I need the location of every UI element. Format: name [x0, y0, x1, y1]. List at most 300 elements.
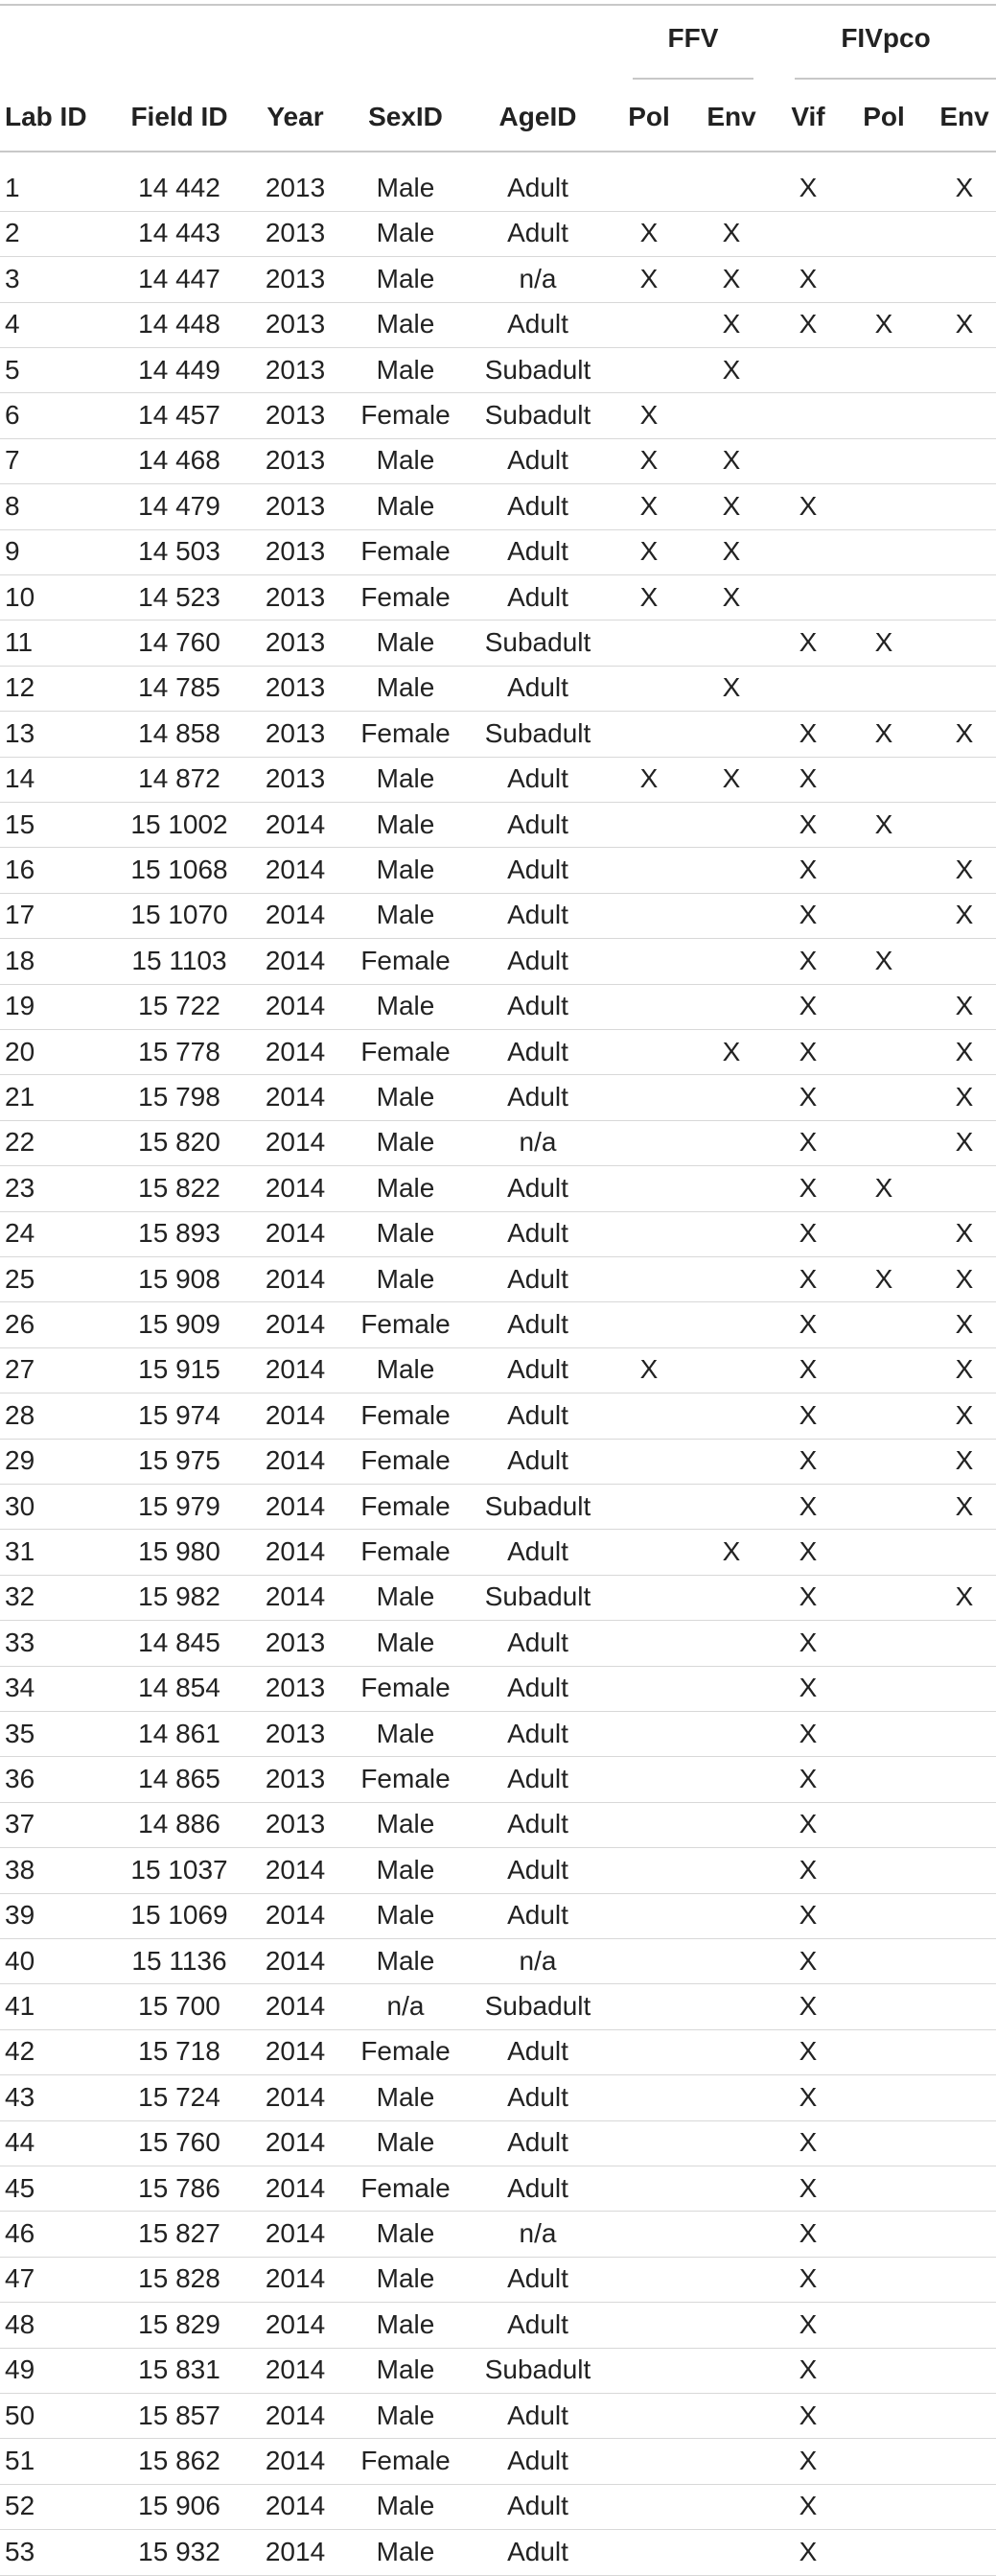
lab-id-cell: 14: [5, 763, 35, 794]
age-id-cell: Subadult: [484, 1581, 591, 1612]
lab-id-cell: 53: [5, 2536, 35, 2566]
year-cell: 2013: [265, 763, 326, 794]
fiv-env-cell: X: [955, 900, 974, 930]
lab-id-cell: 17: [5, 900, 35, 930]
fiv-pol-cell: X: [874, 309, 893, 340]
year-cell: 2013: [265, 445, 326, 476]
sex-id-cell: Male: [376, 808, 435, 839]
fiv-vif-cell: X: [799, 1900, 818, 1931]
row-divider: [0, 802, 996, 803]
row-divider: [0, 211, 996, 212]
sex-id-cell: Female: [360, 1445, 451, 1476]
year-cell: 2014: [265, 2081, 326, 2112]
fiv-vif-cell: X: [799, 1627, 818, 1657]
lab-id-cell: 6: [5, 400, 20, 430]
age-id-cell: Adult: [507, 2036, 568, 2067]
field-id-cell: 14 468: [138, 445, 220, 476]
lab-id-cell: 24: [5, 1218, 35, 1249]
sex-id-cell: Male: [376, 445, 435, 476]
year-cell: 2014: [265, 2400, 326, 2430]
fiv-vif-cell: X: [799, 173, 818, 202]
age-id-cell: Adult: [507, 945, 568, 975]
year-cell: 2014: [265, 2354, 326, 2385]
lab-id-cell: 36: [5, 1764, 35, 1793]
year-cell: 2014: [265, 991, 326, 1021]
sex-id-cell: Male: [376, 991, 435, 1021]
year-cell: 2013: [265, 1673, 326, 1703]
age-id-cell: Adult: [507, 1764, 568, 1793]
ffv-env-cell: X: [722, 354, 741, 385]
row-divider: [0, 2438, 996, 2439]
column-header-fiv-pol: Pol: [863, 102, 905, 131]
row-divider: [0, 1620, 996, 1621]
column-header-ffv-env: Env: [706, 102, 756, 131]
year-cell: 2014: [265, 2308, 326, 2339]
lab-id-cell: 46: [5, 2218, 35, 2248]
age-id-cell: Adult: [507, 536, 568, 567]
year-cell: 2014: [265, 808, 326, 839]
ffv-env-cell: X: [722, 263, 741, 293]
fiv-vif-cell: X: [799, 1082, 818, 1112]
table-top-rule: [0, 4, 996, 6]
fiv-vif-cell: X: [799, 1490, 818, 1521]
fiv-vif-cell: X: [799, 2354, 818, 2385]
column-header-field-id: Field ID: [130, 102, 228, 131]
fiv-env-cell: X: [955, 173, 974, 202]
field-id-cell: 15 778: [138, 1036, 220, 1066]
fiv-vif-cell: X: [799, 2263, 818, 2294]
row-divider: [0, 2029, 996, 2030]
age-id-cell: Subadult: [484, 1991, 591, 2021]
group-header-ffv: FFV: [667, 23, 719, 53]
lab-id-cell: 8: [5, 490, 20, 521]
fiv-env-cell: X: [955, 991, 974, 1021]
row-divider: [0, 2393, 996, 2394]
sex-id-cell: Male: [376, 1718, 435, 1748]
field-id-cell: 15 974: [138, 1399, 220, 1430]
field-id-cell: 14 448: [138, 309, 220, 340]
lab-id-cell: 27: [5, 1354, 35, 1385]
field-id-cell: 14 523: [138, 581, 220, 612]
column-header-age-id: AgeID: [498, 102, 577, 131]
fiv-env-cell: X: [955, 1399, 974, 1430]
fiv-env-cell: X: [955, 1036, 974, 1066]
row-divider: [0, 938, 996, 939]
age-id-cell: Adult: [507, 2081, 568, 2112]
fiv-vif-cell: X: [799, 855, 818, 884]
fiv-vif-cell: X: [799, 2172, 818, 2203]
year-cell: 2013: [265, 1764, 326, 1793]
row-divider: [0, 2211, 996, 2212]
age-id-cell: Adult: [507, 581, 568, 612]
age-id-cell: Adult: [507, 1673, 568, 1703]
sex-id-cell: Male: [376, 2354, 435, 2385]
sex-id-cell: Male: [376, 1945, 435, 1976]
age-id-cell: Adult: [507, 218, 568, 248]
row-divider: [0, 1256, 996, 1257]
fiv-env-cell: X: [955, 1218, 974, 1249]
ffv-env-cell: X: [722, 490, 741, 521]
row-divider: [0, 2484, 996, 2485]
field-id-cell: 15 822: [138, 1172, 220, 1203]
lab-id-cell: 37: [5, 1809, 35, 1839]
row-divider: [0, 1029, 996, 1030]
year-cell: 2013: [265, 490, 326, 521]
year-cell: 2013: [265, 1809, 326, 1839]
field-id-cell: 15 718: [138, 2036, 220, 2067]
age-id-cell: Adult: [507, 2446, 568, 2475]
fiv-vif-cell: X: [799, 2491, 818, 2521]
age-id-cell: Subadult: [484, 2354, 591, 2385]
field-id-cell: 14 447: [138, 263, 220, 293]
year-cell: 2014: [265, 2218, 326, 2248]
age-id-cell: Adult: [507, 672, 568, 703]
field-id-cell: 14 785: [138, 672, 220, 703]
lab-id-cell: 31: [5, 1536, 35, 1566]
fiv-vif-cell: X: [799, 717, 818, 748]
year-cell: 2013: [265, 627, 326, 657]
sex-id-cell: Female: [360, 2172, 451, 2203]
sex-id-cell: Male: [376, 1809, 435, 1839]
field-id-cell: 15 1002: [130, 808, 228, 839]
header-bottom-rule: [0, 151, 996, 152]
year-cell: 2013: [265, 400, 326, 430]
field-id-cell: 14 443: [138, 218, 220, 248]
row-divider: [0, 483, 996, 484]
fiv-vif-cell: X: [799, 2446, 818, 2475]
fiv-vif-cell: X: [799, 2036, 818, 2067]
year-cell: 2014: [265, 1082, 326, 1112]
row-divider: [0, 2302, 996, 2303]
lab-id-cell: 50: [5, 2400, 35, 2430]
row-divider: [0, 2120, 996, 2121]
row-divider: [0, 1211, 996, 1212]
lab-id-cell: 44: [5, 2127, 35, 2158]
row-divider: [0, 2575, 996, 2576]
field-id-cell: 15 979: [138, 1490, 220, 1521]
fiv-env-cell: X: [955, 1490, 974, 1521]
age-id-cell: Adult: [507, 1627, 568, 1657]
field-id-cell: 15 820: [138, 1127, 220, 1158]
lab-id-cell: 28: [5, 1399, 35, 1430]
fiv-env-cell: X: [955, 855, 974, 884]
field-id-cell: 14 858: [138, 717, 220, 748]
age-id-cell: Adult: [507, 2491, 568, 2521]
field-id-cell: 15 786: [138, 2172, 220, 2203]
year-cell: 2013: [265, 1627, 326, 1657]
year-cell: 2013: [265, 354, 326, 385]
age-id-cell: Adult: [507, 309, 568, 340]
fiv-vif-cell: X: [799, 1809, 818, 1839]
fiv-vif-cell: X: [799, 2127, 818, 2158]
field-id-cell: 15 909: [138, 1309, 220, 1339]
year-cell: 2014: [265, 1263, 326, 1294]
sex-id-cell: Male: [376, 2263, 435, 2294]
sex-id-cell: Male: [376, 2308, 435, 2339]
year-cell: 2014: [265, 1354, 326, 1385]
age-id-cell: Adult: [507, 1718, 568, 1748]
row-divider: [0, 1802, 996, 1803]
fiv-vif-cell: X: [799, 1991, 818, 2021]
sex-id-cell: Female: [360, 1399, 451, 1430]
sex-id-cell: Male: [376, 855, 435, 884]
age-id-cell: n/a: [519, 263, 557, 293]
fiv-pol-cell: X: [874, 1172, 893, 1203]
year-cell: 2014: [265, 1900, 326, 1931]
field-id-cell: 15 831: [138, 2354, 220, 2385]
year-cell: 2014: [265, 1581, 326, 1612]
row-divider: [0, 256, 996, 257]
sex-id-cell: Female: [360, 1764, 451, 1793]
age-id-cell: n/a: [519, 1127, 557, 1158]
lab-id-cell: 33: [5, 1627, 35, 1657]
year-cell: 2013: [265, 218, 326, 248]
lab-id-cell: 40: [5, 1945, 35, 1976]
age-id-cell: Adult: [507, 1354, 568, 1385]
row-divider: [0, 1893, 996, 1894]
fiv-vif-cell: X: [799, 991, 818, 1021]
sex-id-cell: Male: [376, 2400, 435, 2430]
lab-id-cell: 16: [5, 855, 35, 884]
row-divider: [0, 1983, 996, 1984]
age-id-cell: Adult: [507, 763, 568, 794]
fiv-vif-cell: X: [799, 2218, 818, 2248]
lab-id-cell: 34: [5, 1673, 35, 1703]
sex-id-cell: Male: [376, 2127, 435, 2158]
ffv-env-cell: X: [722, 309, 741, 340]
year-cell: 2014: [265, 1399, 326, 1430]
ffv-pol-cell: X: [639, 263, 659, 293]
year-cell: 2014: [265, 900, 326, 930]
lab-id-cell: 22: [5, 1127, 35, 1158]
group-rule-ffv: [633, 78, 753, 80]
year-cell: 2014: [265, 2446, 326, 2475]
fiv-env-cell: X: [955, 717, 974, 748]
field-id-cell: 15 1037: [130, 1854, 228, 1885]
row-divider: [0, 1666, 996, 1667]
field-id-cell: 15 724: [138, 2081, 220, 2112]
age-id-cell: Subadult: [484, 717, 591, 748]
sex-id-cell: Male: [376, 763, 435, 794]
year-cell: 2014: [265, 1036, 326, 1066]
field-id-cell: 15 798: [138, 1082, 220, 1112]
age-id-cell: Adult: [507, 1809, 568, 1839]
year-cell: 2014: [265, 2127, 326, 2158]
sex-id-cell: Female: [360, 581, 451, 612]
field-id-cell: 15 915: [138, 1354, 220, 1385]
row-divider: [0, 1756, 996, 1757]
year-cell: 2014: [265, 1127, 326, 1158]
lab-id-cell: 51: [5, 2446, 35, 2475]
fiv-pol-cell: X: [874, 1263, 893, 1294]
row-divider: [0, 893, 996, 894]
sex-id-cell: n/a: [386, 1991, 425, 2021]
age-id-cell: Subadult: [484, 354, 591, 385]
lab-id-cell: 48: [5, 2308, 35, 2339]
lab-id-cell: 43: [5, 2081, 35, 2112]
age-id-cell: Adult: [507, 991, 568, 1021]
fiv-vif-cell: X: [799, 309, 818, 340]
fiv-vif-cell: X: [799, 900, 818, 930]
column-header-lab-id: Lab ID: [5, 102, 87, 131]
sex-id-cell: Male: [376, 1627, 435, 1657]
age-id-cell: Adult: [507, 1309, 568, 1339]
lab-id-cell: 2: [5, 218, 20, 248]
lab-id-cell: 4: [5, 309, 20, 340]
lab-id-cell: 23: [5, 1172, 35, 1203]
row-divider: [0, 620, 996, 621]
fiv-env-cell: X: [955, 1082, 974, 1112]
sex-id-cell: Female: [360, 2036, 451, 2067]
age-id-cell: Adult: [507, 1536, 568, 1566]
row-divider: [0, 302, 996, 303]
year-cell: 2013: [265, 1718, 326, 1748]
fiv-vif-cell: X: [799, 2400, 818, 2430]
field-id-cell: 14 865: [138, 1764, 220, 1793]
fiv-vif-cell: X: [799, 2081, 818, 2112]
year-cell: 2013: [265, 309, 326, 340]
ffv-env-cell: X: [722, 581, 741, 612]
fiv-pol-cell: X: [874, 945, 893, 975]
age-id-cell: Adult: [507, 2536, 568, 2566]
lab-id-cell: 38: [5, 1854, 35, 1885]
sex-id-cell: Male: [376, 2081, 435, 2112]
year-cell: 2014: [265, 1172, 326, 1203]
age-id-cell: Adult: [507, 1399, 568, 1430]
age-id-cell: Adult: [507, 1218, 568, 1249]
row-divider: [0, 1074, 996, 1075]
year-cell: 2013: [265, 173, 326, 202]
field-id-cell: 15 908: [138, 1263, 220, 1294]
age-id-cell: Adult: [507, 173, 568, 202]
sex-id-cell: Female: [360, 717, 451, 748]
fiv-vif-cell: X: [799, 1354, 818, 1385]
ffv-env-cell: X: [722, 1036, 741, 1066]
fiv-vif-cell: X: [799, 1127, 818, 1158]
age-id-cell: Adult: [507, 1036, 568, 1066]
ffv-pol-cell: X: [639, 763, 659, 794]
row-divider: [0, 1301, 996, 1302]
fiv-vif-cell: X: [799, 763, 818, 794]
year-cell: 2014: [265, 855, 326, 884]
age-id-cell: Adult: [507, 2263, 568, 2294]
age-id-cell: Adult: [507, 2127, 568, 2158]
age-id-cell: Adult: [507, 1082, 568, 1112]
sex-id-cell: Male: [376, 1854, 435, 1885]
sex-id-cell: Female: [360, 2446, 451, 2475]
age-id-cell: Adult: [507, 2308, 568, 2339]
year-cell: 2014: [265, 1309, 326, 1339]
year-cell: 2014: [265, 1218, 326, 1249]
row-divider: [0, 1711, 996, 1712]
field-id-cell: 15 829: [138, 2308, 220, 2339]
fiv-vif-cell: X: [799, 490, 818, 521]
field-id-cell: 15 760: [138, 2127, 220, 2158]
field-id-cell: 15 980: [138, 1536, 220, 1566]
field-id-cell: 14 503: [138, 536, 220, 567]
field-id-cell: 15 1136: [131, 1945, 227, 1976]
age-id-cell: Adult: [507, 1172, 568, 1203]
sex-id-cell: Female: [360, 1490, 451, 1521]
year-cell: 2013: [265, 717, 326, 748]
fiv-vif-cell: X: [799, 808, 818, 839]
field-id-cell: 14 479: [138, 490, 220, 521]
fiv-env-cell: X: [955, 1127, 974, 1158]
row-divider: [0, 574, 996, 575]
column-header-fiv-env: Env: [939, 102, 989, 131]
field-id-cell: 14 442: [138, 173, 220, 202]
field-id-cell: 14 854: [138, 1673, 220, 1703]
fiv-vif-cell: X: [799, 1263, 818, 1294]
ffv-env-cell: X: [722, 536, 741, 567]
row-divider: [0, 1847, 996, 1848]
fiv-env-cell: X: [955, 1581, 974, 1612]
fiv-vif-cell: X: [799, 1445, 818, 1476]
sex-id-cell: Male: [376, 1354, 435, 1385]
lab-id-cell: 29: [5, 1445, 35, 1476]
ffv-env-cell: X: [722, 1536, 741, 1566]
lab-id-cell: 25: [5, 1263, 35, 1294]
year-cell: 2014: [265, 1945, 326, 1976]
column-header-fiv-vif: Vif: [791, 102, 825, 131]
lab-id-cell: 13: [5, 717, 35, 748]
sex-id-cell: Male: [376, 627, 435, 657]
sex-id-cell: Male: [376, 1172, 435, 1203]
sex-id-cell: Male: [376, 1218, 435, 1249]
ffv-env-cell: X: [722, 672, 741, 703]
lab-id-cell: 21: [5, 1082, 35, 1112]
year-cell: 2014: [265, 2036, 326, 2067]
year-cell: 2014: [265, 2536, 326, 2566]
row-divider: [0, 1347, 996, 1348]
sex-id-cell: Female: [360, 536, 451, 567]
age-id-cell: Adult: [507, 1445, 568, 1476]
row-divider: [0, 666, 996, 667]
sex-id-cell: Male: [376, 1900, 435, 1931]
lab-id-cell: 19: [5, 991, 35, 1021]
fiv-vif-cell: X: [799, 1036, 818, 1066]
fiv-vif-cell: X: [799, 945, 818, 975]
sex-id-cell: Male: [376, 218, 435, 248]
ffv-pol-cell: X: [639, 1354, 659, 1385]
year-cell: 2013: [265, 536, 326, 567]
fiv-vif-cell: X: [799, 1718, 818, 1748]
ffv-env-cell: X: [722, 445, 741, 476]
field-id-cell: 14 872: [138, 763, 220, 794]
year-cell: 2014: [265, 2491, 326, 2521]
ffv-env-cell: X: [722, 218, 741, 248]
age-id-cell: Adult: [507, 808, 568, 839]
row-divider: [0, 392, 996, 393]
fiv-vif-cell: X: [799, 1399, 818, 1430]
lab-id-cell: 30: [5, 1490, 35, 1521]
row-divider: [0, 1120, 996, 1121]
sex-id-cell: Male: [376, 2536, 435, 2566]
year-cell: 2014: [265, 1445, 326, 1476]
year-cell: 2014: [265, 1536, 326, 1566]
age-id-cell: Adult: [507, 490, 568, 521]
sex-id-cell: Male: [376, 1082, 435, 1112]
column-header-ffv-pol: Pol: [628, 102, 670, 131]
ffv-pol-cell: X: [639, 536, 659, 567]
field-id-cell: 15 700: [138, 1991, 220, 2021]
field-id-cell: 15 722: [138, 991, 220, 1021]
age-id-cell: Adult: [507, 855, 568, 884]
row-divider: [0, 2348, 996, 2349]
age-id-cell: n/a: [519, 1945, 557, 1976]
lab-id-cell: 15: [5, 808, 35, 839]
fiv-env-cell: X: [955, 309, 974, 340]
